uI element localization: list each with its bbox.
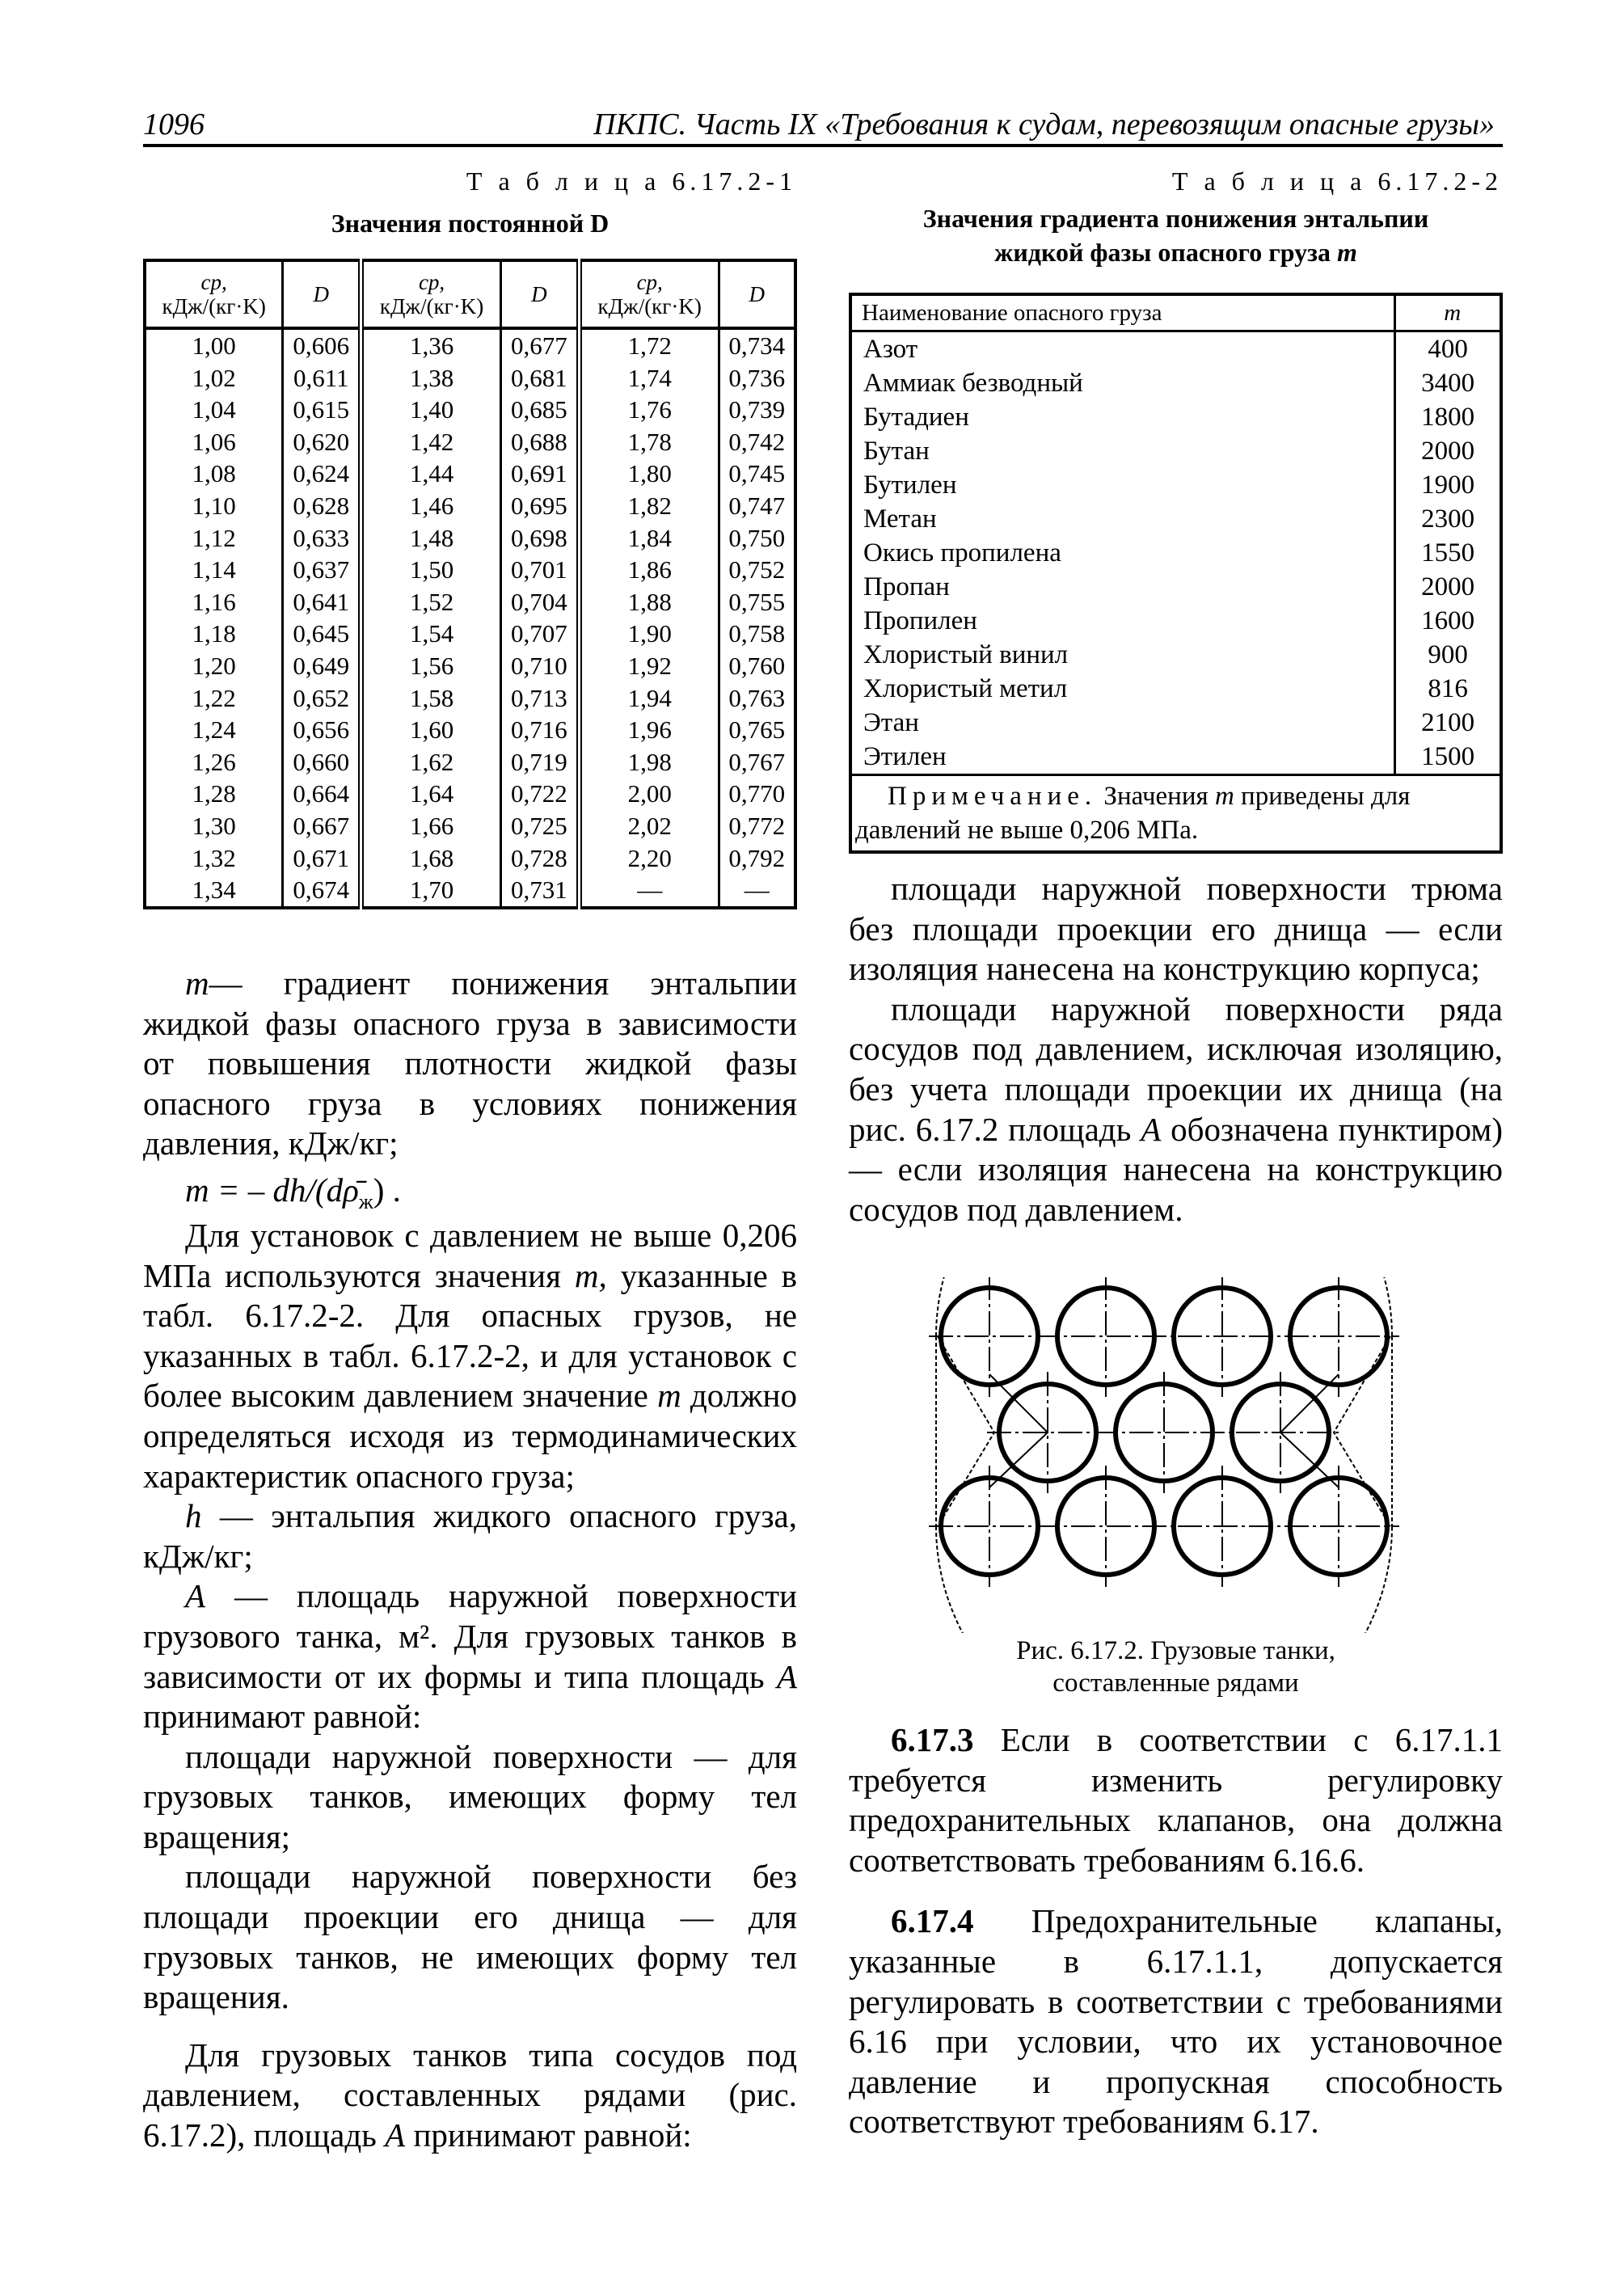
cp-cell: 1,90	[579, 618, 719, 650]
d-cell: 0,685	[500, 394, 579, 426]
cp-cell: 1,08	[145, 458, 283, 490]
cp-unit: кДж/(кг·K)	[597, 294, 702, 319]
text: Для грузовых танков типа сосудов под давлением, составленных рядами (рис. 6.17.2), площадь	[143, 2036, 797, 2154]
text: площади наружной поверхности без площади проекции его днища — для грузовых танков, не имеющих форму тел вращения.	[143, 1858, 797, 2016]
text: площади наружной поверхности трюма без площади проекции его днища — если изоляция нанесена на конструкцию корпуса;	[849, 870, 1503, 988]
d-cell: 0,742	[728, 427, 786, 456]
d-cell: 0,755	[728, 587, 786, 616]
left-body-text	[143, 964, 797, 2156]
table-row	[145, 650, 795, 682]
table2-note	[850, 775, 1501, 853]
d-cell: 0,736	[728, 363, 786, 392]
table2-caption-line1: Значения градиента понижения энтальпии	[922, 204, 1429, 233]
cp-unit: кДж/(кг·K)	[379, 294, 484, 319]
table-row	[850, 706, 1501, 740]
text: площади наружной поверхности ряда сосудов под давлением, исключая изоляцию, без учета площади проекции их днища (на рис. 6.17.2 площадь	[849, 989, 1503, 1148]
table-constant-d	[143, 259, 797, 909]
m-value: 2000	[1395, 570, 1501, 604]
cp-cell: 1,20	[145, 650, 283, 682]
d-cell: —	[744, 875, 770, 905]
m-value: 816	[1395, 672, 1501, 706]
cp-unit: кДж/(кг·K)	[162, 294, 266, 319]
m-value: 2300	[1395, 502, 1501, 536]
d-symbol: D	[531, 282, 547, 306]
text: обозначена пунктиром) — если изоляция нанесена на конструкцию сосудов под давлением.	[849, 1110, 1503, 1228]
note-text: Значения	[1097, 782, 1215, 811]
d-cell: 0,645	[283, 618, 361, 650]
d-cell: 0,752	[728, 555, 786, 584]
cp-cell: 1,98	[579, 746, 719, 778]
d-cell: 0,725	[500, 810, 579, 842]
cargo-name: Пропилен	[863, 606, 977, 635]
text: Если в соответствии с 6.17.1.1 требуется изменить регулировку предохранительных клапанов, она должна соответствовать требованиям 6.16.6.	[849, 1721, 1503, 1879]
cp-cell: 1,40	[361, 394, 501, 426]
cp-cell: 1,38	[361, 362, 501, 394]
d-cell: 0,611	[283, 362, 361, 394]
d-cell: 0,628	[283, 490, 361, 522]
table-row	[850, 638, 1501, 672]
figure-caption-line1: Рис. 6.17.2. Грузовые танки,	[1016, 1636, 1335, 1665]
m-value: 1500	[1395, 740, 1501, 775]
cp-cell: 1,94	[579, 682, 719, 715]
d-cell: 0,671	[283, 842, 361, 875]
col-header-d	[500, 260, 579, 328]
cp-cell: 1,72	[579, 328, 719, 362]
table-row	[145, 328, 795, 362]
m-value: 1900	[1395, 468, 1501, 502]
formula	[143, 1164, 797, 1216]
table-row	[145, 682, 795, 715]
d-cell: 0,792	[728, 843, 786, 872]
cargo-name: Бутилен	[863, 470, 957, 500]
table2-label: Т а б л и ц а 6.17.2-2	[1171, 167, 1503, 196]
cp-cell: 1,30	[145, 810, 283, 842]
d-cell: 0,747	[728, 491, 786, 520]
cp-cell: 1,14	[145, 554, 283, 586]
cp-cell: 1,12	[145, 522, 283, 555]
d-cell: 0,701	[500, 554, 579, 586]
m-value: 1550	[1395, 536, 1501, 570]
d-cell: 0,739	[728, 395, 786, 424]
right-body-text	[849, 869, 1503, 1230]
m-value: 1800	[1395, 400, 1501, 434]
cp-symbol: cp,	[418, 270, 445, 294]
cp-cell: 1,18	[145, 618, 283, 650]
d-cell: 0,731	[500, 874, 579, 908]
m-value: 400	[1395, 331, 1501, 367]
cp-cell: 1,60	[361, 714, 501, 746]
d-cell: 0,758	[728, 619, 786, 648]
text: Предохранительные клапаны, указанные в 6.17.1.1, допускается регулировать в соответствии с требованиями 6.16 при условии, что их установочное давление и пропускная способность соответствуют требованиям 6.17.	[849, 1902, 1503, 2141]
table2-caption-line2	[849, 235, 1503, 269]
d-cell: 0,770	[728, 779, 786, 808]
symbol: m	[657, 1377, 681, 1415]
m-value: 900	[1395, 638, 1501, 672]
cp-cell: 1,92	[579, 650, 719, 682]
cp-cell: 1,86	[579, 554, 719, 586]
cp-cell: 1,76	[579, 394, 719, 426]
dashed-area-outline	[936, 1526, 1392, 1633]
page-number: 1096	[143, 108, 205, 141]
m-value: 1600	[1395, 604, 1501, 638]
cp-cell: 1,58	[361, 682, 501, 715]
text: принимают равной:	[405, 2116, 692, 2154]
cp-cell: 1,44	[361, 458, 501, 490]
cp-cell: 1,54	[361, 618, 501, 650]
cp-cell: 1,66	[361, 810, 501, 842]
cp-cell: 2,00	[579, 778, 719, 810]
d-symbol: D	[313, 282, 329, 306]
paragraph	[849, 869, 1503, 989]
d-cell: 0,606	[283, 328, 361, 362]
cp-cell: 1,34	[145, 874, 283, 908]
d-cell: 0,734	[728, 331, 786, 360]
cp-cell: 1,82	[579, 490, 719, 522]
cp-cell: 2,20	[579, 842, 719, 875]
section-number: 6.17.4	[891, 1902, 974, 1940]
d-cell: 0,674	[283, 874, 361, 908]
table-row	[145, 490, 795, 522]
d-symbol: D	[749, 282, 766, 306]
d-cell: 0,691	[500, 458, 579, 490]
cp-cell: 1,48	[361, 522, 501, 555]
col-header-d	[283, 260, 361, 328]
table-row	[145, 554, 795, 586]
caption-m: m	[1336, 238, 1357, 267]
text: — энтальпия жидкого опасного груза, кДж/кг;	[143, 1497, 797, 1575]
table-row	[145, 362, 795, 394]
dashed-area-outline	[936, 1277, 1392, 1336]
cargo-tanks-figure	[922, 1277, 1423, 1633]
paragraph	[143, 1576, 797, 1736]
table-row	[145, 394, 795, 426]
d-cell: 0,664	[283, 778, 361, 810]
formula-close: ) .	[373, 1171, 401, 1209]
d-cell: 0,698	[500, 522, 579, 555]
table-row	[850, 740, 1501, 775]
col-header-d	[719, 260, 795, 328]
d-cell: 0,656	[283, 714, 361, 746]
table-row	[850, 604, 1501, 638]
cargo-name: Этилен	[863, 742, 947, 771]
m-value: 2000	[1395, 434, 1501, 468]
sections-text	[849, 1720, 1503, 2142]
note-m: m	[1214, 782, 1234, 811]
d-cell: 0,713	[500, 682, 579, 715]
cargo-name: Бутадиен	[863, 403, 969, 432]
table-row	[145, 842, 795, 875]
d-cell: 0,681	[500, 362, 579, 394]
text: Для установок с давлением не выше 0,206 МПа используются значения	[143, 1216, 797, 1294]
table-row	[850, 672, 1501, 706]
d-cell: 0,772	[728, 811, 786, 840]
cp-cell: 1,02	[145, 362, 283, 394]
symbol: A	[1141, 1110, 1162, 1148]
d-cell: 0,649	[283, 650, 361, 682]
cp-cell: 1,28	[145, 778, 283, 810]
d-cell: 0,763	[728, 683, 786, 712]
text: — площадь наружной поверхности грузового танка, м². Для грузовых танков в зависимости от их формы и типа площадь	[143, 1577, 797, 1695]
paragraph	[849, 1720, 1503, 1880]
text: принимают равной:	[143, 1698, 422, 1736]
d-cell: 0,710	[500, 650, 579, 682]
symbol: m,	[574, 1256, 607, 1294]
table-row	[145, 618, 795, 650]
cargo-name: Пропан	[863, 572, 950, 601]
note-label: Примечание.	[888, 782, 1098, 811]
d-cell: 0,722	[500, 778, 579, 810]
cp-cell: 1,32	[145, 842, 283, 875]
paragraph	[849, 989, 1503, 1230]
symbol: m	[185, 964, 209, 1002]
table-row	[145, 714, 795, 746]
table1-label: Т а б л и ц а 6.17.2-1	[466, 167, 797, 196]
cp-cell: 1,36	[361, 328, 501, 362]
cp-cell: —	[579, 874, 719, 908]
cp-cell: 1,06	[145, 426, 283, 458]
d-cell: 0,688	[500, 426, 579, 458]
cp-cell: 2,02	[579, 810, 719, 842]
d-cell: 0,716	[500, 714, 579, 746]
table2-heading	[849, 167, 1503, 269]
table-row	[850, 468, 1501, 502]
table-row	[145, 778, 795, 810]
cp-cell: 1,52	[361, 586, 501, 618]
table-enthalpy-gradient	[849, 293, 1503, 854]
cp-cell: 1,70	[361, 874, 501, 908]
d-cell: 0,695	[500, 490, 579, 522]
symbol: A	[185, 1577, 206, 1615]
figure-caption	[849, 1635, 1503, 1699]
d-cell: 0,667	[283, 810, 361, 842]
cp-cell: 1,10	[145, 490, 283, 522]
d-cell: 0,652	[283, 682, 361, 715]
text: — градиент понижения энтальпии жидкой фазы опасного груза в зависимости от повышения плотности жидкой фазы опасного груза в условиях понижения давления, кДж/кг;	[143, 964, 797, 1162]
table1-heading	[143, 167, 797, 240]
symbol: A	[776, 1657, 797, 1695]
m-value: 2100	[1395, 706, 1501, 740]
cargo-name: Бутан	[863, 437, 930, 466]
table-row	[850, 570, 1501, 604]
paragraph	[849, 1901, 1503, 2142]
cp-cell: 1,50	[361, 554, 501, 586]
table-row	[145, 586, 795, 618]
cargo-name: Метан	[863, 504, 937, 534]
table-row	[850, 331, 1501, 367]
cp-symbol: cp,	[636, 270, 663, 294]
cp-cell: 1,68	[361, 842, 501, 875]
d-cell: 0,677	[500, 328, 579, 362]
table-row	[145, 522, 795, 555]
table-row	[850, 400, 1501, 434]
cp-symbol: cp,	[200, 270, 227, 294]
paragraph	[143, 1737, 797, 1858]
cargo-name: Окись пропилена	[863, 538, 1061, 567]
cargo-name: Аммиак безводный	[863, 369, 1083, 398]
d-cell: 0,745	[728, 459, 786, 488]
d-cell: 0,707	[500, 618, 579, 650]
cp-cell: 1,78	[579, 426, 719, 458]
paragraph	[143, 1857, 797, 2017]
d-cell: 0,637	[283, 554, 361, 586]
table-row	[145, 426, 795, 458]
cp-cell: 1,96	[579, 714, 719, 746]
cp-cell: 1,74	[579, 362, 719, 394]
m-value: 3400	[1395, 366, 1501, 400]
d-cell: 0,624	[283, 458, 361, 490]
text: должно определяться исходя из термодинамических характеристик опасного груза;	[143, 1377, 797, 1495]
table-row	[145, 458, 795, 490]
cargo-name: Хлористый винил	[863, 640, 1069, 669]
table-row	[145, 810, 795, 842]
cp-cell: 1,42	[361, 426, 501, 458]
cp-cell: 1,62	[361, 746, 501, 778]
d-cell: 0,615	[283, 394, 361, 426]
d-cell: 0,728	[500, 842, 579, 875]
d-cell: 0,767	[728, 747, 786, 776]
cp-cell: 1,26	[145, 746, 283, 778]
figure-caption-line2: составленные рядами	[1052, 1669, 1299, 1698]
col-header-m: m	[1395, 294, 1501, 331]
paragraph	[143, 964, 797, 1164]
table-row	[850, 366, 1501, 400]
paragraph	[143, 1496, 797, 1576]
note-text: приведены для давлений не выше 0,206 МПа.	[855, 782, 1411, 845]
cp-cell: 1,04	[145, 394, 283, 426]
col-header-cp	[361, 260, 501, 328]
table-row	[850, 502, 1501, 536]
paragraph	[143, 2036, 797, 2156]
cp-cell: 1,84	[579, 522, 719, 555]
formula-sub: ж	[358, 1190, 373, 1214]
cp-cell: 1,24	[145, 714, 283, 746]
cp-cell: 1,46	[361, 490, 501, 522]
d-cell: 0,704	[500, 586, 579, 618]
col-header-cp	[579, 260, 719, 328]
cp-cell: 1,16	[145, 586, 283, 618]
cp-cell: 1,80	[579, 458, 719, 490]
running-title: ПКПС. Часть IX «Требования к судам, перевозящим опасные грузы»	[593, 108, 1495, 141]
formula-rho: (dρ̄	[314, 1171, 359, 1209]
d-cell: 0,641	[283, 586, 361, 618]
col-header-cp	[145, 260, 283, 328]
cargo-name: Хлористый метил	[863, 674, 1068, 703]
cargo-name: Этан	[863, 708, 919, 737]
d-cell: 0,760	[728, 651, 786, 680]
cp-cell: 1,88	[579, 586, 719, 618]
cp-cell: 1,56	[361, 650, 501, 682]
d-cell: 0,620	[283, 426, 361, 458]
caption-text: жидкой фазы опасного груза	[994, 238, 1331, 267]
table-row	[850, 434, 1501, 468]
running-header	[143, 103, 1503, 147]
cp-cell: 1,22	[145, 682, 283, 715]
symbol: h	[185, 1497, 202, 1535]
d-cell: 0,719	[500, 746, 579, 778]
cp-cell: 1,64	[361, 778, 501, 810]
paragraph	[143, 1216, 797, 1496]
table-row	[145, 874, 795, 908]
d-cell: 0,765	[728, 715, 786, 745]
table1-caption: Значения постоянной D	[331, 209, 610, 238]
table-row	[850, 536, 1501, 570]
d-cell: 0,633	[283, 522, 361, 555]
symbol: A	[385, 2116, 406, 2154]
d-cell: 0,750	[728, 523, 786, 552]
table-row	[145, 746, 795, 778]
cargo-name: Азот	[863, 335, 918, 364]
formula-lhs: m = – dh/	[185, 1171, 315, 1209]
col-header-cargo-name: Наименование опасного груза	[850, 294, 1395, 331]
text: указанные в табл. 6.17.2-2. Для опасных грузов, не указанных в табл. 6.17.2-2, и для установок с более высоким давлением значение	[143, 1256, 797, 1415]
cp-cell: 1,00	[145, 328, 283, 362]
section-number: 6.17.3	[891, 1721, 974, 1758]
d-cell: 0,660	[283, 746, 361, 778]
text: площади наружной поверхности — для грузовых танков, имеющих форму тел вращения;	[143, 1737, 797, 1855]
